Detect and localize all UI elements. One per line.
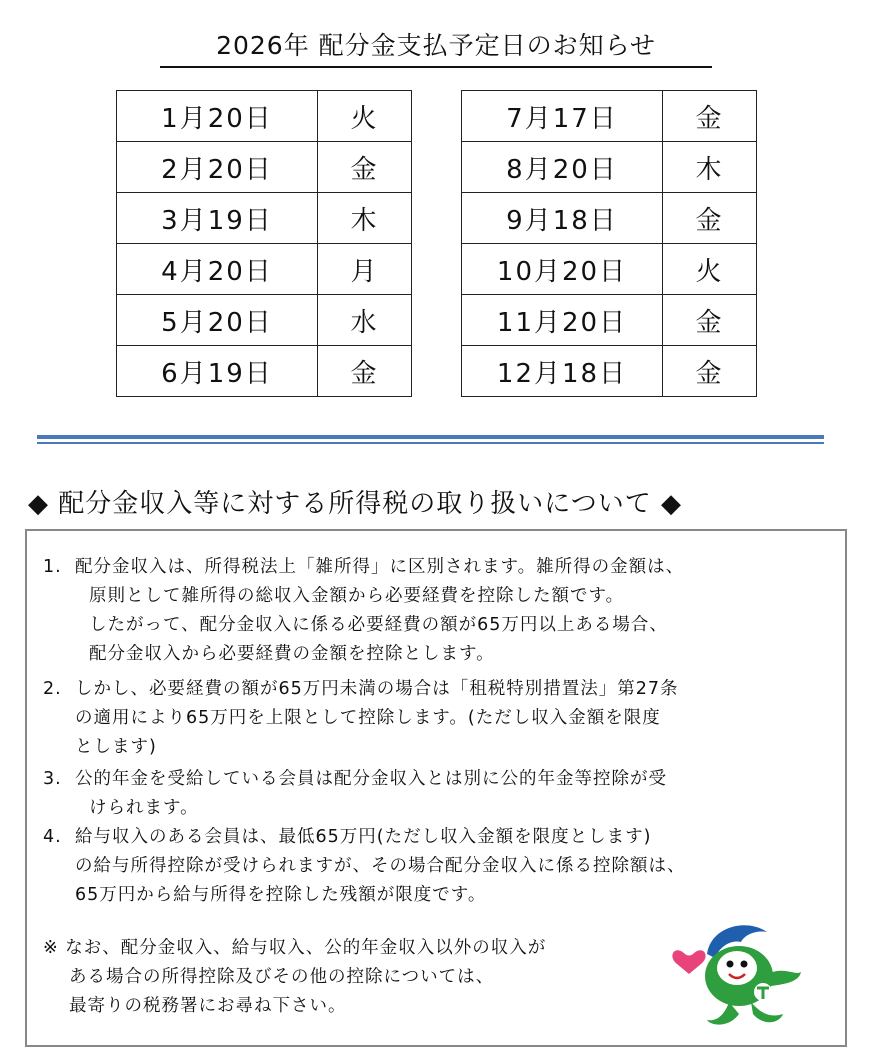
item-line: しかし、必要経費の額が65万円未満の場合は「租税特別措置法」第27条 <box>75 679 679 699</box>
page-title: 2026年 配分金支払予定日のお知らせ <box>160 28 712 68</box>
item-line: 公的年金を受給している会員は配分金収入とは別に公的年金等控除が受 <box>75 769 667 789</box>
schedule-weekday: 金 <box>663 346 757 397</box>
item-line: 配分金収入は、所得税法上「雑所得」に区別されます。雑所得の金額は、 <box>75 557 685 577</box>
note-line: 最寄りの税務署にお尋ね下さい。 <box>69 996 347 1016</box>
item-line: 給与収入のある会員は、最低65万円(ただし収入金額を限度とします) <box>75 827 652 847</box>
schedule-row <box>117 142 412 193</box>
schedule-date: 2月20日 <box>117 142 318 193</box>
schedule-row <box>462 244 757 295</box>
schedule-row <box>462 346 757 397</box>
schedule-date: 8月20日 <box>462 142 663 193</box>
schedule-table-right <box>461 90 757 397</box>
schedule-weekday: 金 <box>663 91 757 142</box>
tax-info-box <box>25 529 847 1047</box>
schedule-row <box>117 91 412 142</box>
schedule-weekday: 火 <box>663 244 757 295</box>
schedule-date: 12月18日 <box>462 346 663 397</box>
item-line: 65万円から給与所得を控除した残額が限度です。 <box>75 885 487 905</box>
divider-line <box>37 442 824 444</box>
schedule-date: 1月20日 <box>117 91 318 142</box>
divider-line <box>37 435 824 439</box>
note-text <box>43 934 643 1021</box>
schedule-weekday: 木 <box>318 193 412 244</box>
schedule-row <box>462 142 757 193</box>
schedule-date: 9月18日 <box>462 193 663 244</box>
schedule-row <box>117 346 412 397</box>
schedule-row <box>462 193 757 244</box>
item-line: の適用により65万円を上限として控除します。(ただし収入金額を限度 <box>75 708 661 728</box>
schedule-date: 6月19日 <box>117 346 318 397</box>
schedule-weekday: 金 <box>318 142 412 193</box>
schedule-date: 3月19日 <box>117 193 318 244</box>
list-item <box>43 675 823 762</box>
schedule-weekday: 木 <box>663 142 757 193</box>
list-item <box>43 765 823 823</box>
item-line: けられます。 <box>89 798 199 818</box>
item-line: 原則として雑所得の総収入金額から必要経費を控除した額です。 <box>89 586 625 606</box>
list-item <box>43 553 823 669</box>
note-line: ※ なお、配分金収入、給与収入、公的年金収入以外の収入が <box>43 938 547 958</box>
mascot-character-icon <box>667 914 817 1038</box>
schedule-weekday: 火 <box>318 91 412 142</box>
item-number: 4. <box>43 827 62 847</box>
schedule-weekday: 金 <box>663 295 757 346</box>
schedule-row <box>117 295 412 346</box>
item-line: とします) <box>75 737 157 757</box>
schedule-weekday: 金 <box>663 193 757 244</box>
schedule-date: 10月20日 <box>462 244 663 295</box>
item-line: したがって、配分金収入に係る必要経費の額が65万円以上ある場合、 <box>89 615 668 635</box>
schedule-weekday: 水 <box>318 295 412 346</box>
schedule-row <box>462 91 757 142</box>
schedule-date: 4月20日 <box>117 244 318 295</box>
schedule-weekday: 金 <box>318 346 412 397</box>
schedule-table-left <box>116 90 412 397</box>
schedule-date: 7月17日 <box>462 91 663 142</box>
item-line: の給与所得控除が受けられますが、その場合配分金収入に係る控除額は、 <box>75 856 686 876</box>
item-line: 配分金収入から必要経費の金額を控除とします。 <box>89 644 495 664</box>
item-number: 3. <box>43 769 62 789</box>
schedule-row <box>117 193 412 244</box>
schedule-weekday: 月 <box>318 244 412 295</box>
schedule-row <box>462 295 757 346</box>
item-number: 2. <box>43 679 62 699</box>
section-heading: ◆ 配分金収入等に対する所得税の取り扱いについて ◆ <box>28 489 683 519</box>
schedule-row <box>117 244 412 295</box>
schedule-date: 11月20日 <box>462 295 663 346</box>
note-line: ある場合の所得控除及びその他の控除については、 <box>69 967 495 987</box>
schedule-date: 5月20日 <box>117 295 318 346</box>
item-number: 1. <box>43 557 62 577</box>
list-item <box>43 823 823 910</box>
